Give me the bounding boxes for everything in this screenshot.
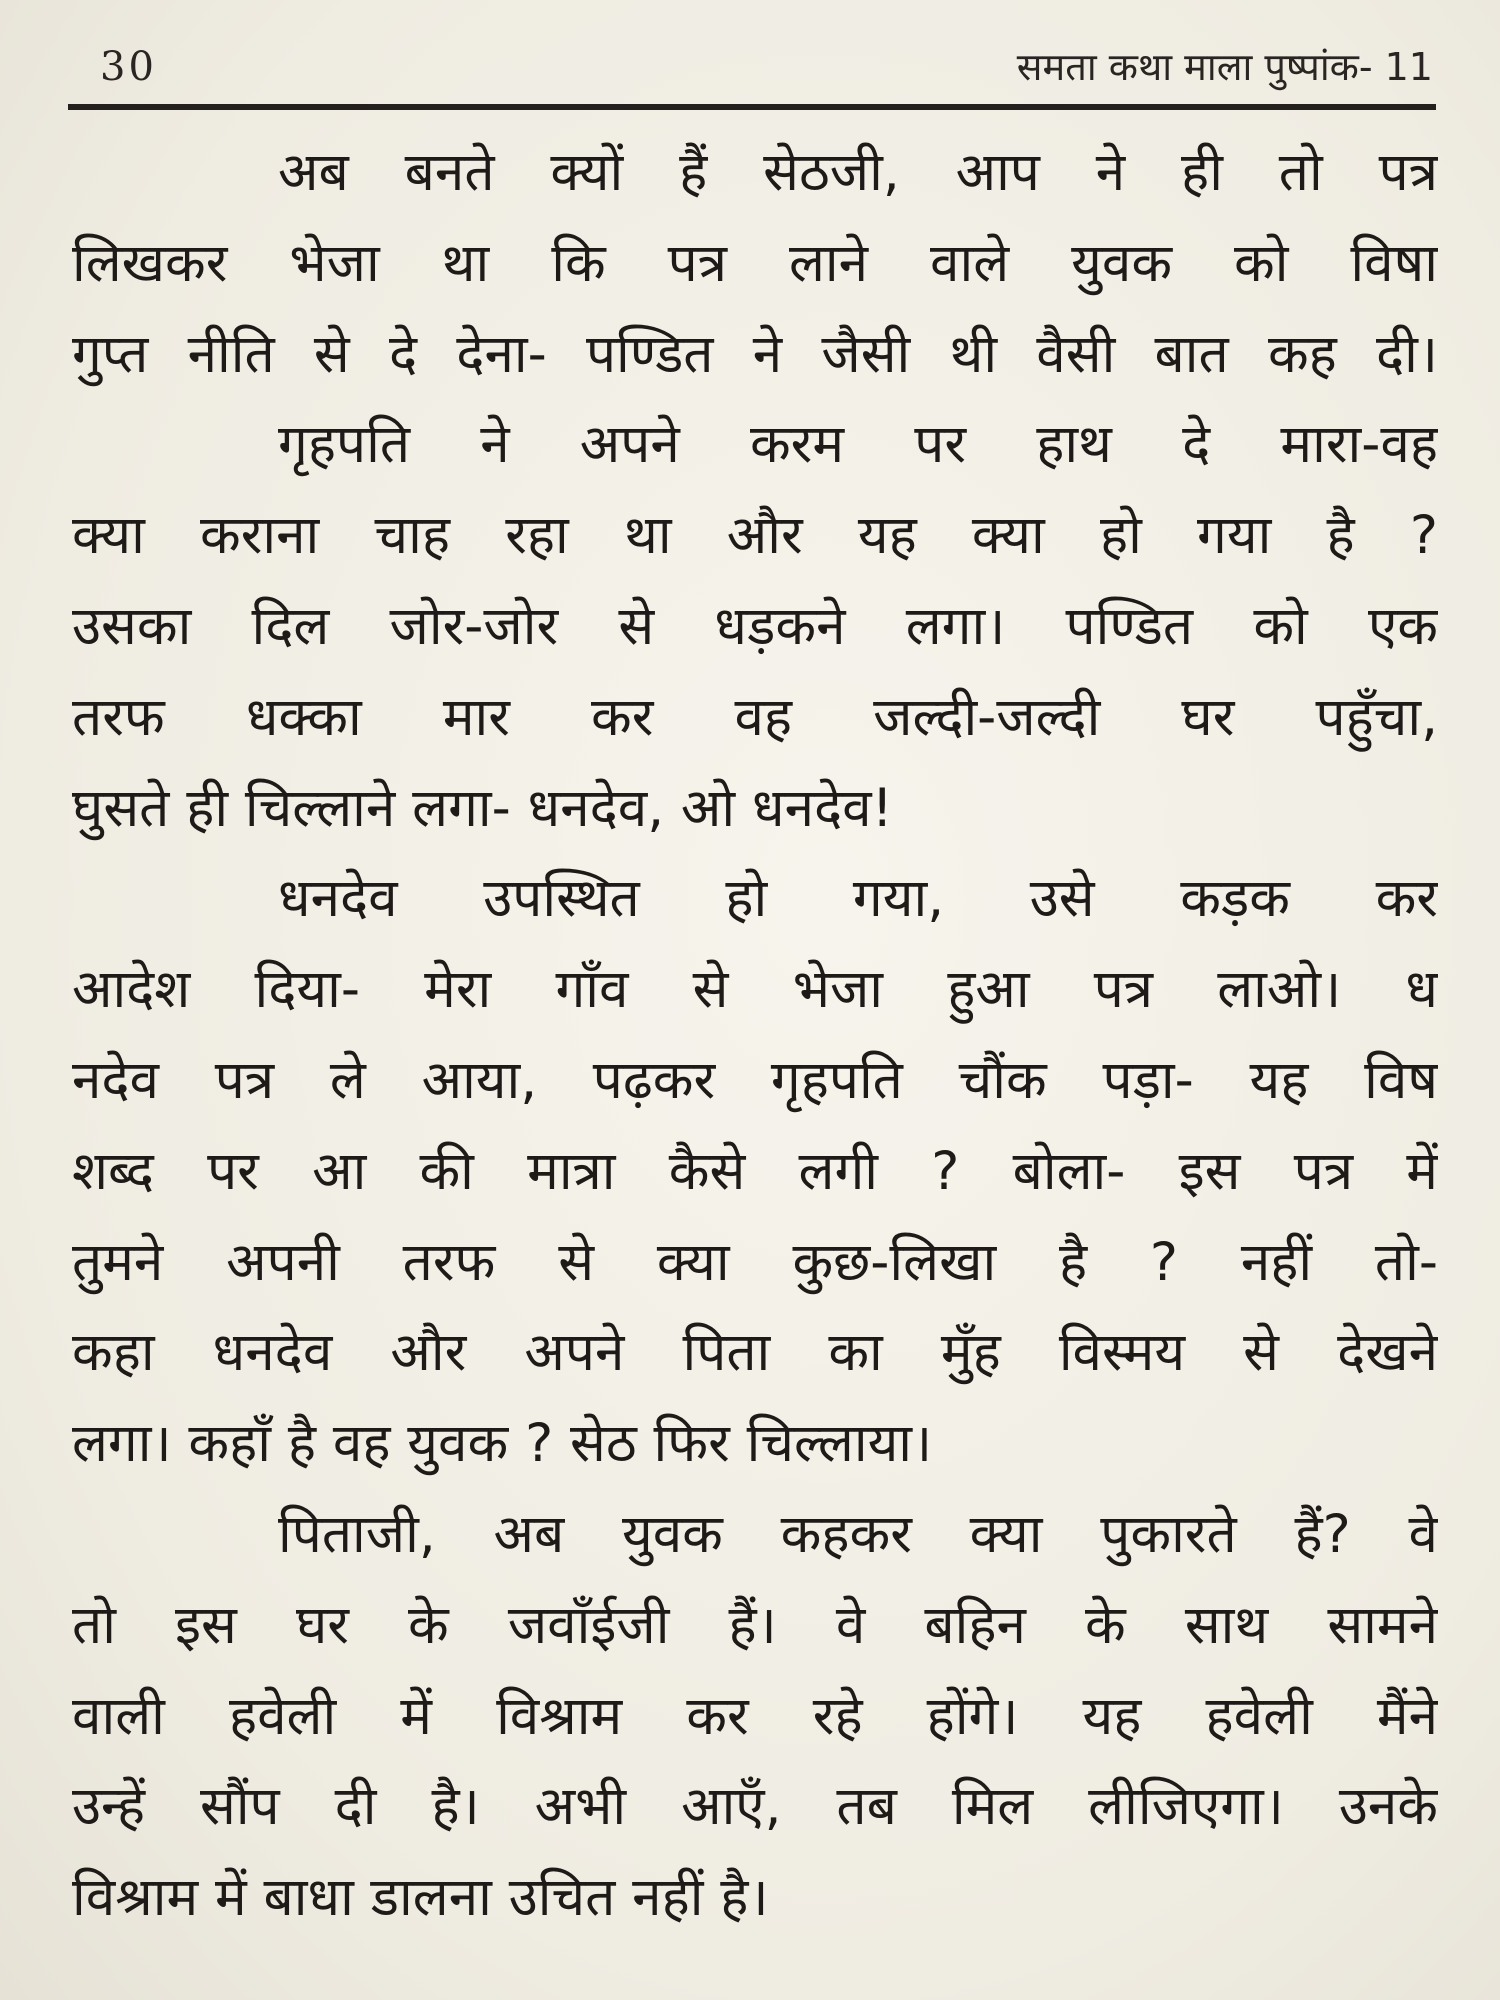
paragraph-1-line-2: लिखकर भेजा था कि पत्र लाने वाले युवक को विषा — [72, 232, 1438, 294]
paragraph-2-line-1: गृहपति ने अपने करम पर हाथ दे मारा-वह — [278, 414, 1438, 476]
running-head: समता कथा माला पुष्पांक- 11 — [1016, 45, 1433, 89]
paragraph-4-line-2: तो इस घर के जवाँईजी हैं। वे बहिन के साथ सामने — [72, 1594, 1438, 1656]
page-number: 30 — [100, 44, 157, 90]
paragraph-2-line-3: उसका दिल जोर-जोर से धड़कने लगा। पण्डित को एक — [72, 595, 1438, 657]
paragraph-4-line-4: उन्हें सौंप दी है। अभी आएँ, तब मिल लीजिएगा। उनके — [72, 1776, 1438, 1838]
paragraph-3-line-1: धनदेव उपस्थित हो गया, उसे कड़क कर — [278, 868, 1438, 930]
paragraph-3-line-5: तुमने अपनी तरफ से क्या कुछ-लिखा है ? नहीं तो- — [72, 1231, 1438, 1293]
paragraph-3-line-2: आदेश दिया- मेरा गाँव से भेजा हुआ पत्र लाओ। ध — [72, 959, 1438, 1021]
paragraph-3-line-6: कहा धनदेव और अपने पिता का मुँह विस्मय से देखने — [72, 1322, 1438, 1384]
header-rule — [68, 104, 1436, 110]
paragraph-4-line-3: वाली हवेली में विश्राम कर रहे होंगे। यह हवेली मैंने — [72, 1685, 1438, 1747]
paragraph-3-line-7: लगा। कहाँ है वह युवक ? सेठ फिर चिल्लाया। — [72, 1413, 933, 1475]
body-text — [72, 128, 1438, 1944]
paragraph-2-line-5: घुसते ही चिल्लाने लगा- धनदेव, ओ धनदेव! — [72, 777, 893, 839]
paragraph-2-line-2: क्या कराना चाह रहा था और यह क्या हो गया है ? — [72, 505, 1438, 567]
paragraph-3-line-3: नदेव पत्र ले आया, पढ़कर गृहपति चौंक पड़ा- यह विष — [72, 1049, 1438, 1111]
paragraph-4-line-1: पिताजी, अब युवक कहकर क्या पुकारते हैं? वे — [278, 1503, 1438, 1565]
paragraph-4-line-5: विश्राम में बाधा डालना उचित नहीं है। — [72, 1867, 769, 1929]
paragraph-3-line-4: शब्द पर आ की मात्रा कैसे लगी ? बोला- इस पत्र में — [72, 1140, 1438, 1202]
paragraph-1-line-3: गुप्त नीति से दे देना- पण्डित ने जैसी थी वैसी बात कह दी। — [72, 323, 1438, 385]
paragraph-2-line-4: तरफ धक्का मार कर वह जल्दी-जल्दी घर पहुँचा, — [72, 686, 1438, 748]
paragraph-1-line-1: अब बनते क्यों हैं सेठजी, आप ने ही तो पत्र — [278, 142, 1438, 203]
page-header — [68, 38, 1433, 98]
